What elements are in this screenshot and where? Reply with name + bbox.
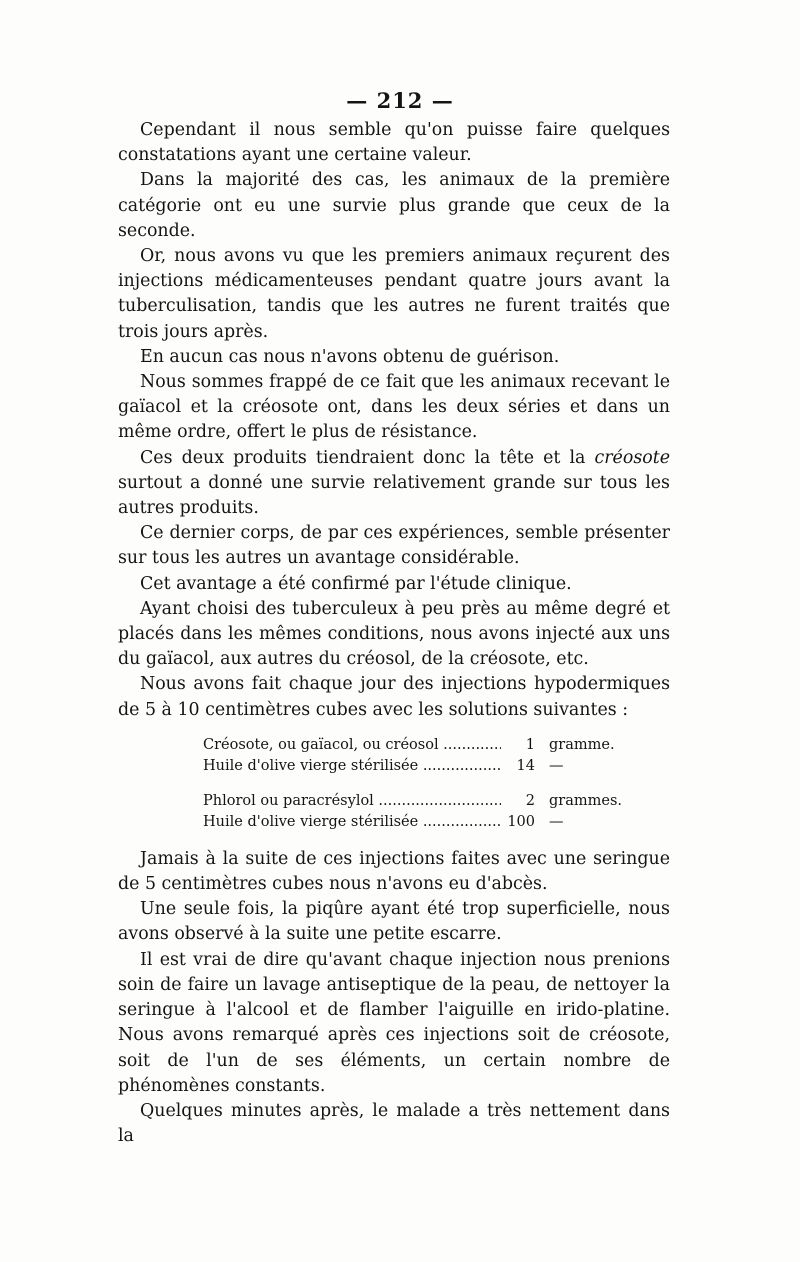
text-run: Une seule fois, la piqûre ayant été trop superficielle, nous avons observé à la suite une petite escarre. bbox=[118, 899, 670, 945]
formula-row bbox=[203, 812, 670, 833]
text-run: Quelques minutes après, le malade a très nettement dans la bbox=[118, 1100, 670, 1147]
paragraph bbox=[118, 168, 670, 244]
paragraph bbox=[118, 370, 670, 446]
formula-row bbox=[203, 735, 670, 756]
italic-text: créosote bbox=[594, 447, 670, 468]
paragraph bbox=[118, 847, 670, 897]
text-run: Jamais à la suite de ces injections faites avec une seringue de 5 centimètres cubes nous n'avons eu d'abcès. bbox=[118, 848, 670, 895]
paragraph bbox=[118, 345, 670, 370]
text-run: surtout a donné une survie relativement grande sur tous les autres produits. bbox=[118, 472, 670, 519]
paragraph bbox=[118, 118, 670, 168]
paragraph bbox=[118, 597, 670, 673]
paragraphs-before-formula bbox=[118, 118, 670, 723]
paragraphs-after-formula bbox=[118, 847, 670, 1149]
formula-unit: grammes. bbox=[549, 792, 622, 809]
paragraph bbox=[118, 446, 670, 522]
formula-unit: — bbox=[549, 813, 564, 830]
formula-recipe bbox=[203, 791, 670, 833]
text-run: En aucun cas nous n'avons obtenu de guérison. bbox=[140, 346, 560, 367]
text-run: Dans la majorité des cas, les animaux de la première catégorie ont eu une survie plus grande que ceux de la seconde. bbox=[118, 170, 670, 241]
text-run: Or, nous avons vu que les premiers animaux reçurent des injections médicamenteuses pendant quatre jours avant la tuberculisation, tandis que les autres ne furent traités que trois jours après. bbox=[118, 246, 670, 342]
formula-quantity: 2 bbox=[525, 792, 535, 809]
formula-quantity: 1 bbox=[525, 736, 535, 753]
paragraph bbox=[118, 244, 670, 345]
paragraph bbox=[118, 572, 670, 597]
formula-ingredient: Créosote, ou gaïacol, ou créosol ..... bbox=[203, 735, 501, 756]
formula-ingredient: Phlorol ou paracrésylol ..... bbox=[203, 791, 501, 812]
text-run: Ayant choisi des tuberculeux à peu près au même degré et placés dans les mêmes conditions, nous avons injecté aux uns du gaïacol, aux autres du créosol, de la créosote, etc. bbox=[118, 598, 670, 670]
text-run: Cependant il nous semble qu'on puisse faire quelques constatations ayant une certaine valeur. bbox=[118, 120, 670, 166]
formula-unit: — bbox=[549, 757, 564, 774]
formula-ingredient: Huile d'olive vierge stérilisée ..... bbox=[203, 812, 501, 833]
paragraph bbox=[118, 897, 670, 947]
formula-quantity: 14 bbox=[516, 757, 535, 774]
formula-quantity: 100 bbox=[507, 813, 535, 830]
paragraph bbox=[118, 948, 670, 1099]
paragraph bbox=[118, 672, 670, 722]
body-text bbox=[118, 118, 670, 1149]
formula-row bbox=[203, 756, 670, 777]
formula-recipe bbox=[203, 735, 670, 777]
paragraph bbox=[118, 521, 670, 571]
text-run: Nous sommes frappé de ce fait que les animaux recevant le gaïacol et la créosote ont, dans les deux séries et dans un même ordre, offert le plus de résistance. bbox=[118, 372, 670, 443]
text-run: Nous avons fait chaque jour des injections hypodermiques de 5 à 10 centimètres cubes avec les solutions suivantes : bbox=[118, 674, 670, 720]
text-run: Ces deux produits tiendraient donc la tête et la bbox=[140, 447, 595, 468]
page-number: — 212 — bbox=[346, 88, 454, 113]
paragraph bbox=[118, 1099, 670, 1149]
formula-block bbox=[118, 735, 670, 833]
formula-ingredient: Huile d'olive vierge stérilisée ..... bbox=[203, 756, 501, 777]
text-run: Ce dernier corps, de par ces expériences, semble présenter sur tous les autres un avantage considérable. bbox=[118, 523, 670, 569]
formula-row bbox=[203, 791, 670, 812]
text-run: Cet avantage a été confirmé par l'étude clinique. bbox=[140, 573, 572, 594]
formula-unit: gramme. bbox=[549, 736, 615, 753]
text-run: Il est vrai de dire qu'avant chaque injection nous prenions soin de faire un lavage antiseptique de la peau, de nettoyer la seringue à l'alcool et de flamber l'aiguille en irido-platine. Nous avons remarqué après ces injections soit de créosote, soit de l'un de ses éléments, un certain nombre de phénomènes constants. bbox=[118, 949, 670, 1096]
